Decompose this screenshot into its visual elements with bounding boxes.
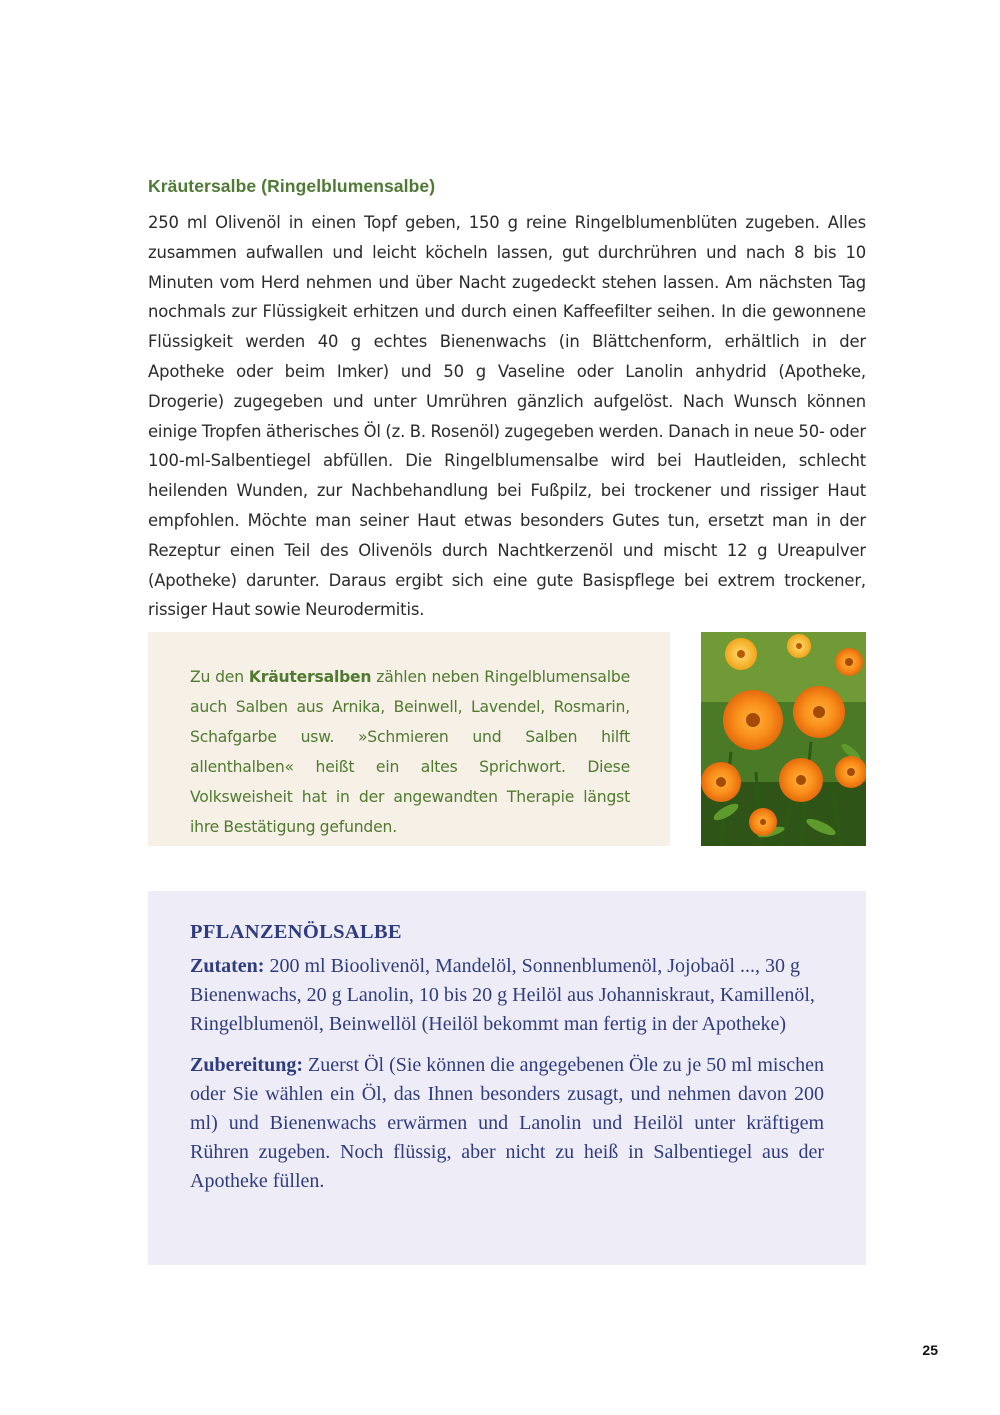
ingredients-text: 200 ml Bioolivenöl, Mandelöl, Sonnenblumenöl, Jojobaöl ..., 30 g Bienenwachs, 20 g Lanolin, 10 bis 20 g Heilöl aus Johanniskraut, Kamillenöl, Ringelblumenöl, Beinwellöl (Heilöl bekommt man fertig in der Apotheke) xyxy=(190,955,815,1035)
recipe-preparation xyxy=(190,1051,824,1196)
recipe-ingredients xyxy=(190,952,824,1039)
preparation-text: Zuerst Öl (Sie können die angegebenen Öle zu je 50 ml mischen oder Sie wählen ein Öl, das Ihnen besonders zusagt, und nehmen davon 200 ml) und Bienenwachs erwärmen und Lanolin und Heilöl unter kräftigem Rühren zugeben. Noch flüssig, aber nicht zu heiß in Salbentiegel aus der Apotheke füllen. xyxy=(190,1054,824,1192)
tip-prefix: Zu den xyxy=(190,668,249,686)
marigold-flowers-image xyxy=(701,632,866,846)
recipe-box xyxy=(148,891,866,1265)
tip-highlight: Kräutersalben xyxy=(248,668,372,686)
section-body-text: 250 ml Olivenöl in einen Topf geben, 150 g reine Ringelblumenblüten zugeben. Alles zusammen aufwallen und leicht köcheln lassen, gut durchrühren und nach 8 bis 10 Minuten vom Herd nehmen und über Nacht zugedeckt stehen lassen. Am nächsten Tag nochmals zur Flüssigkeit erhitzen und durch einen Kaffeefilter seihen. In die gewonnene Flüssigkeit werden 40 g echtes Bienenwachs (in Blättchenform, erhältlich in der Apotheke oder beim Imker) und 50 g Vaseline oder Lanolin anhydrid (Apotheke, Drogerie) zugegeben und unter Umrühren gänzlich aufgelöst. Nach Wunsch können einige Tropfen ätherisches Öl (z. B. Rosenöl) zugegeben werden. Danach in neue 50- oder 100-ml-Salbentiegel abfüllen. Die Ringelblumensalbe wird bei Hautleiden, schlecht heilenden Wunden, zur Nachbehandlung bei Fußpilz, bei trockener und rissiger Haut empfohlen. Möchte man seiner Haut etwas besonders Gutes tun, ersetzt man in der Rezeptur einen Teil des Olivenöls durch Nachtkerzenöl und mischt 12 g Ureapulver (Apotheke) darunter. Daraus ergibt sich eine gute Basispflege bei extrem trockener, rissiger Haut sowie Neurodermitis. xyxy=(148,213,866,620)
marigold-photo xyxy=(701,632,866,846)
preparation-label: Zubereitung: xyxy=(190,1054,303,1076)
ingredients-label: Zutaten: xyxy=(190,955,265,977)
tip-box xyxy=(148,632,670,846)
tip-text xyxy=(190,662,630,842)
page-number: 25 xyxy=(922,1342,938,1358)
tip-rest: zählen neben Ringelblumensalbe auch Salben aus Arnika, Beinwell, Lavendel, Rosmarin, Schafgarbe usw. »Schmieren und Salben hilft allenthalben« heißt ein altes Sprichwort. Diese Volksweisheit hat in der angewandten Therapie längst ihre Bestätigung gefunden. xyxy=(190,668,631,836)
recipe-title: PFLANZENÖLSALBE xyxy=(190,921,402,943)
section-heading: Kräutersalbe (Ringelblumensalbe) xyxy=(148,176,436,196)
